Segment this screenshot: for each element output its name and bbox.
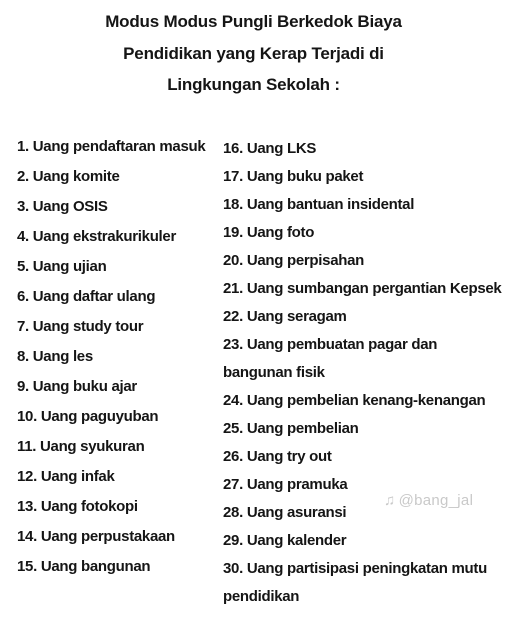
list-item: 11. Uang syukuran [17, 438, 145, 455]
watermark-handle: @bang_jal [398, 492, 474, 509]
list-item: 8. Uang les [17, 348, 93, 365]
list-right-column [223, 135, 503, 611]
list-item: 29. Uang kalender [223, 532, 347, 549]
tiktok-icon: ♫ [384, 492, 396, 509]
list-item: 4. Uang ekstrakurikuler [17, 228, 177, 245]
list-item: 19. Uang foto [223, 224, 315, 241]
list-item: 14. Uang perpustakaan [17, 528, 175, 545]
title-line-1: Modus Modus Pungli Berkedok Biaya [105, 12, 402, 31]
title-line-3: Lingkungan Sekolah : [167, 75, 340, 94]
list-item: 7. Uang study tour [17, 318, 144, 335]
list-left-column [17, 132, 222, 582]
document-title [0, 6, 507, 101]
list-item: 21. Uang sumbangan pergantian Kepsek [223, 280, 502, 297]
list-item: 9. Uang buku ajar [17, 378, 137, 395]
list-item: 2. Uang komite [17, 168, 120, 185]
list-item: 26. Uang try out [223, 448, 332, 465]
list-item: 16. Uang LKS [223, 140, 317, 157]
list-item: 30. Uang partisipasi peningkatan mutu pendidikan [223, 560, 487, 605]
list-item: 15. Uang bangunan [17, 558, 151, 575]
list-item: 20. Uang perpisahan [223, 252, 365, 269]
list-item: 1. Uang pendaftaran masuk [17, 138, 206, 155]
list-item: 28. Uang asuransi [223, 504, 347, 521]
watermark [384, 492, 473, 509]
list-item: 13. Uang fotokopi [17, 498, 138, 515]
list-item: 6. Uang daftar ulang [17, 288, 156, 305]
list-item: 12. Uang infak [17, 468, 115, 485]
list-item: 3. Uang OSIS [17, 198, 108, 215]
list-item: 23. Uang pembuatan pagar dan bangunan fisik [223, 336, 438, 381]
list-item: 22. Uang seragam [223, 308, 347, 325]
list-item: 25. Uang pembelian [223, 420, 359, 437]
list-item: 18. Uang bantuan insidental [223, 196, 415, 213]
list-item: 17. Uang buku paket [223, 168, 364, 185]
list-item: 10. Uang paguyuban [17, 408, 159, 425]
list-item: 27. Uang pramuka [223, 476, 348, 493]
list-item: 24. Uang pembelian kenang-kenangan [223, 392, 486, 409]
list-item: 5. Uang ujian [17, 258, 107, 275]
title-line-2: Pendidikan yang Kerap Terjadi di [123, 43, 384, 63]
